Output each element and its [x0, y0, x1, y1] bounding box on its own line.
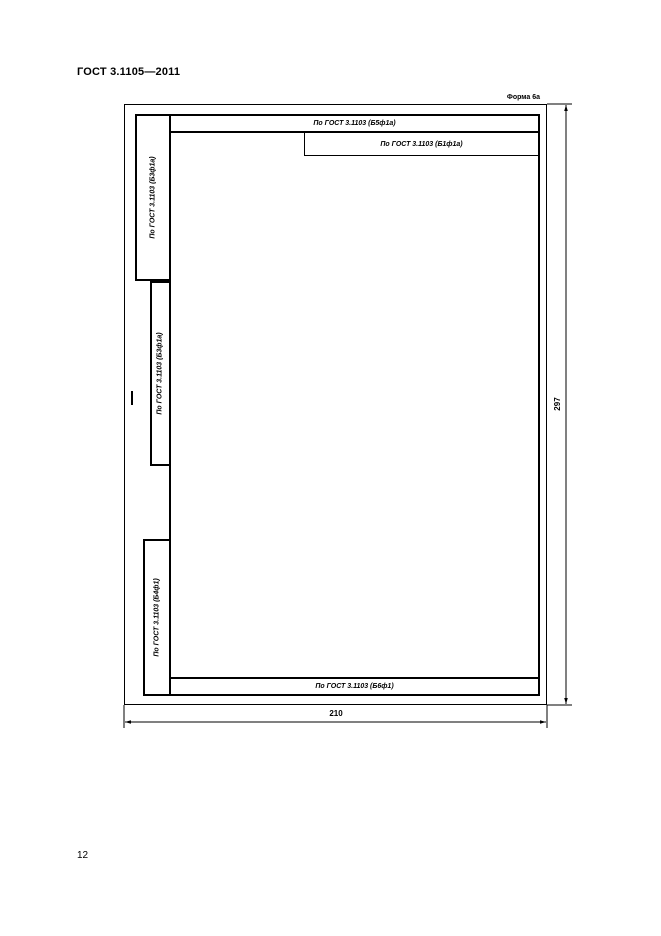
page-number: 12 [77, 850, 89, 861]
form-label: Форма 6а [506, 94, 540, 101]
left-block-upper-label: По ГОСТ 3.1103 (Б3ф1а) [149, 156, 157, 239]
top-sub-block-label: По ГОСТ 3.1103 (Б1ф1а) [380, 140, 463, 148]
top-block-label: По ГОСТ 3.1103 (Б5ф1а) [313, 120, 396, 127]
document-header: ГОСТ 3.1105—2011 [77, 66, 181, 78]
left-block-middle-label: По ГОСТ 3.1103 (Б3ф1а) [157, 332, 164, 415]
height-dimension-value: 297 [553, 397, 562, 411]
width-dimension-value: 210 [329, 709, 343, 718]
left-block-lower-label: По ГОСТ 3.1103 (Б4ф1) [153, 578, 161, 657]
bottom-block-label: По ГОСТ 3.1103 (Б6ф1) [315, 683, 394, 690]
